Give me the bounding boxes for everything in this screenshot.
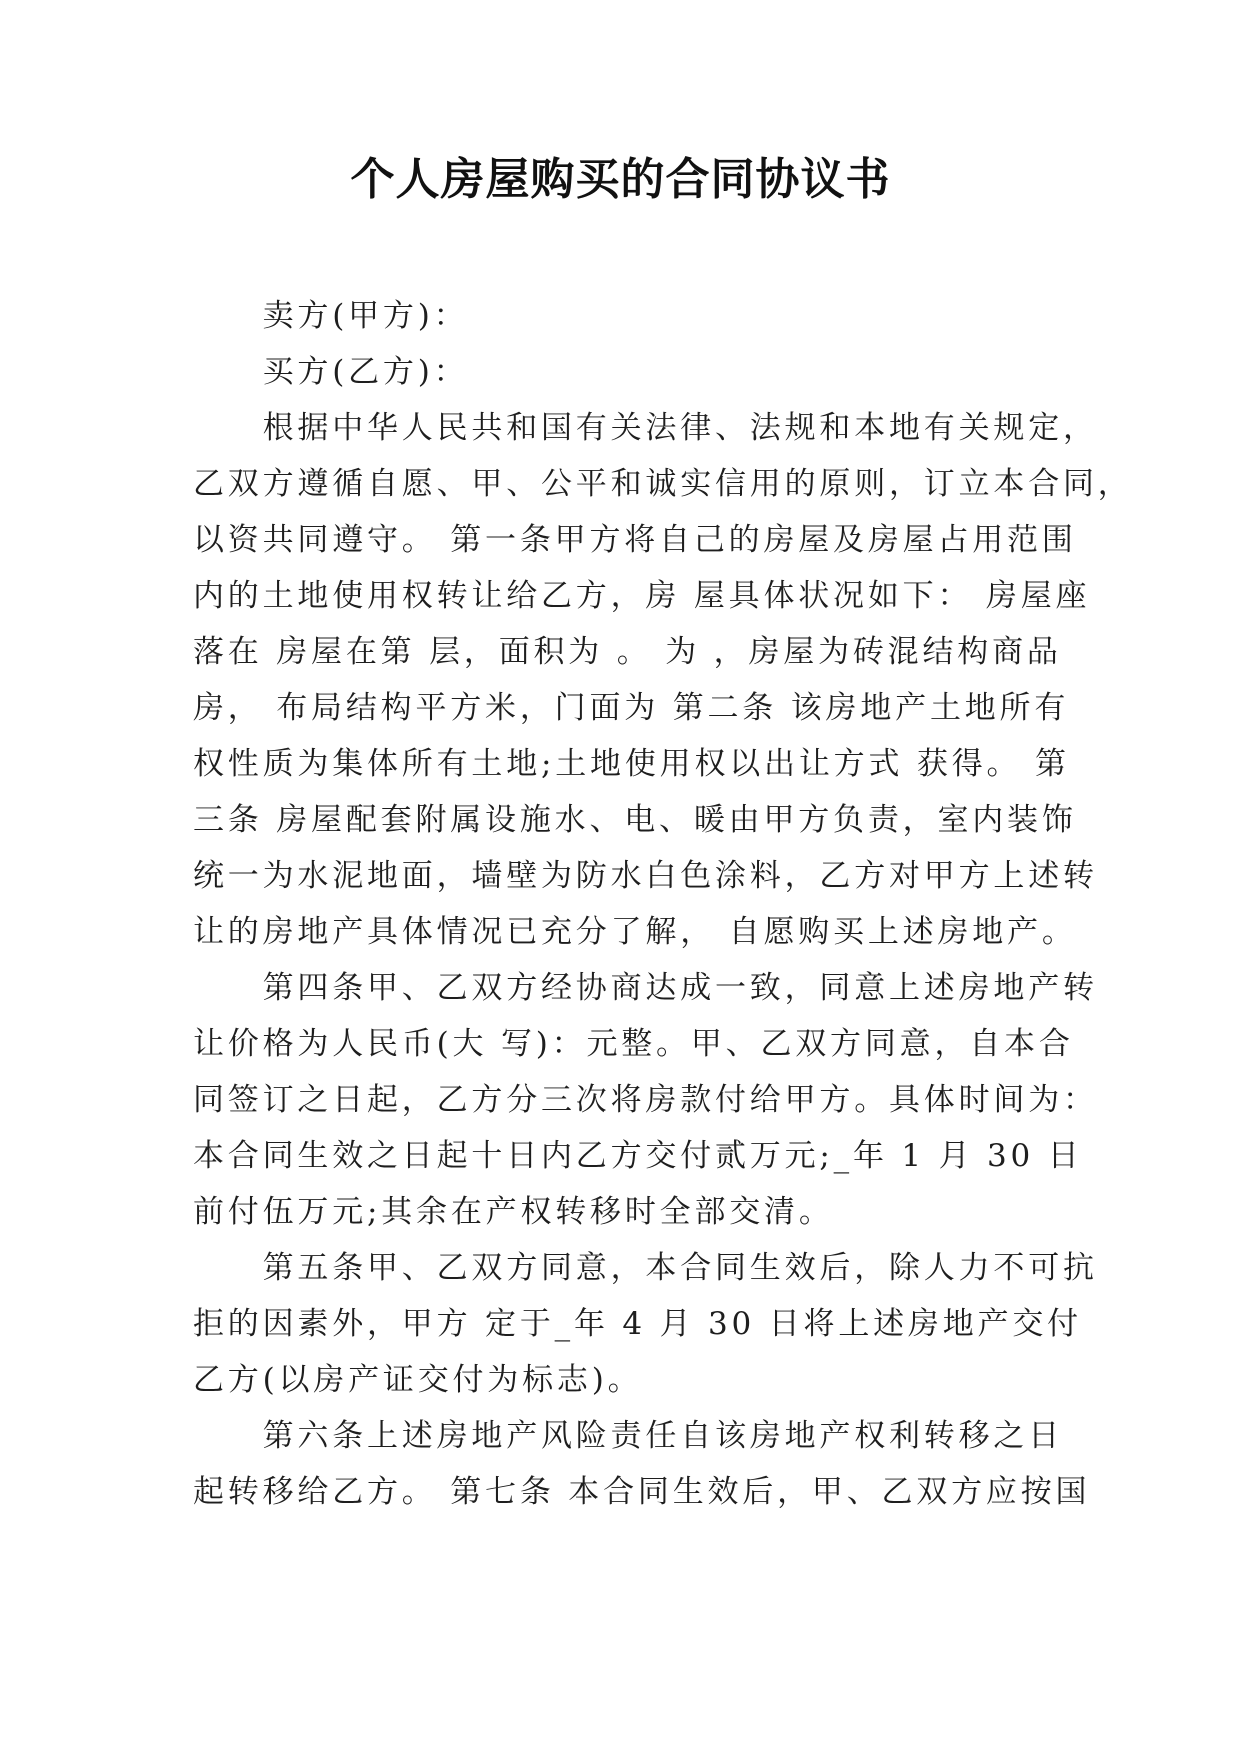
- body-line: 以资共同遵守。 第一条甲方将自己的房屋及房屋占用范围: [193, 522, 1077, 558]
- body-line: 本合同生效之日起十日内乙方交付贰万元;_年 1 月 30 日: [193, 1138, 1083, 1174]
- body-line: 统一为水泥地面，墙壁为防水白色涂料，乙方对甲方上述转: [193, 858, 1098, 894]
- body-line: 前付伍万元;其余在产权转移时全部交清。: [193, 1194, 834, 1230]
- body-line: 卖方(甲方)：: [193, 298, 469, 334]
- body-line: 让价格为人民币(大 写)：元整。甲、乙双方同意，自本合: [193, 1026, 1074, 1062]
- body-line: 同签订之日起，乙方分三次将房款付给甲方。具体时间为：: [193, 1082, 1098, 1118]
- body-line: 落在 房屋在第 层，面积为 。 为 ，房屋为砖混结构商品: [193, 634, 1062, 670]
- body-line: 拒的因素外，甲方 定于_年 4 月 30 日将上述房地产交付: [193, 1306, 1082, 1342]
- document-title: 个人房屋购买的合同协议书: [350, 154, 891, 205]
- body-line: 让的房地产具体情况已充分了解， 自愿购买上述房地产。: [193, 914, 1077, 950]
- body-line: 权性质为集体所有土地;土地使用权以出让方式 获得。 第: [193, 746, 1070, 782]
- body-line: 第四条甲、乙双方经协商达成一致，同意上述房地产转: [193, 970, 1098, 1006]
- body-line: 三条 房屋配套附属设施水、电、暖由甲方负责，室内装饰: [193, 802, 1077, 838]
- body-line: 第五条甲、乙双方同意，本合同生效后，除人力不可抗: [193, 1250, 1098, 1286]
- body-line: 乙双方遵循自愿、甲、公平和诚实信用的原则，订立本合同，: [193, 466, 1133, 502]
- body-line: 根据中华人民共和国有关法律、法规和本地有关规定，: [193, 410, 1098, 446]
- body-line: 内的土地使用权转让给乙方，房 屋具体状况如下： 房屋座: [193, 578, 1091, 614]
- body-line: 起转移给乙方。 第七条 本合同生效后，甲、乙双方应按国: [193, 1474, 1091, 1510]
- body-line: 乙方(以房产证交付为标志)。: [193, 1362, 643, 1398]
- body-line: 房， 布局结构平方米，门面为 第二条 该房地产土地所有: [193, 690, 1070, 726]
- body-line: 第六条上述房地产风险责任自该房地产权利转移之日: [193, 1418, 1063, 1454]
- body-line: 买方(乙方)：: [193, 354, 469, 390]
